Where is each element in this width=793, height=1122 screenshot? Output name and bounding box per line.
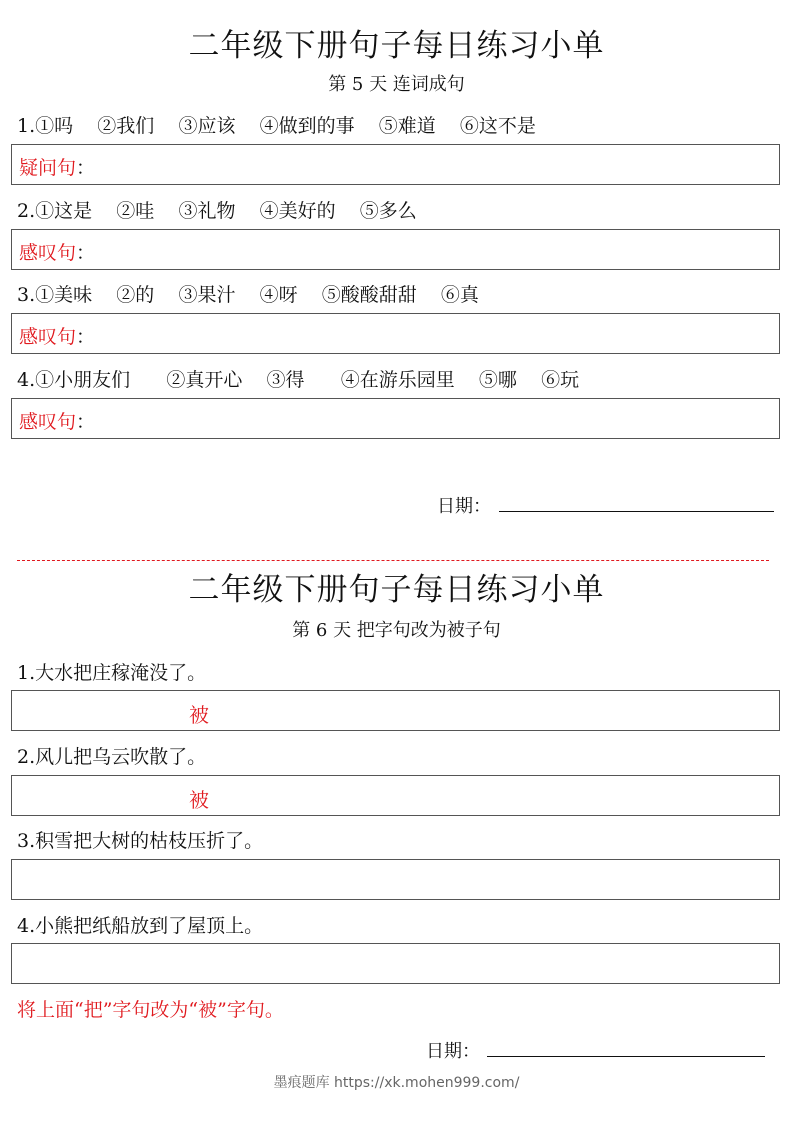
date-line[interactable]	[487, 1056, 765, 1057]
section1-subtitle: 第 5 天 连词成句	[328, 74, 465, 95]
instruction-note: 将上面“把”字句改为“被”字句。	[17, 999, 284, 1021]
section1-title: 二年级下册句子每日练习小单	[188, 28, 605, 64]
date-label: 日期：	[437, 496, 491, 517]
answer-label: 感叹句：	[19, 411, 96, 433]
answer-box-4[interactable]	[11, 398, 780, 439]
answer-label: 疑问句：	[19, 157, 96, 179]
question-4: 4.①小朋友们 ②真开心 ③得 ④在游乐园里 ⑤哪 ⑥玩	[17, 369, 580, 391]
hint-bei: 被	[189, 788, 209, 812]
question-1: 1.①吗 ②我们 ③应该 ④做到的事 ⑤难道 ⑥这不是	[17, 115, 536, 137]
answer-box-7[interactable]	[11, 859, 780, 900]
cut-line	[17, 560, 769, 561]
section2-subtitle: 第 6 天 把字句改为被子句	[292, 620, 501, 641]
question-3: 3.①美味 ②的 ③果汁 ④呀 ⑤酸酸甜甜 ⑥真	[17, 284, 479, 306]
question-7: 3.积雪把大树的枯枝压折了。	[17, 830, 264, 852]
answer-box-3[interactable]	[11, 313, 780, 354]
section2-title: 二年级下册句子每日练习小单	[188, 572, 605, 608]
question-5: 1.大水把庄稼淹没了。	[17, 662, 207, 684]
date-line[interactable]	[499, 511, 774, 512]
answer-label: 感叹句：	[19, 326, 96, 348]
question-8: 4.小熊把纸船放到了屋顶上。	[17, 915, 264, 937]
answer-box-1[interactable]	[11, 144, 780, 185]
hint-bei: 被	[189, 703, 209, 727]
question-6: 2.风儿把乌云吹散了。	[17, 746, 207, 768]
answer-box-6[interactable]	[11, 775, 780, 816]
answer-label: 感叹句：	[19, 242, 96, 264]
question-2: 2.①这是 ②哇 ③礼物 ④美好的 ⑤多么	[17, 200, 417, 222]
date-label: 日期：	[426, 1041, 480, 1062]
answer-box-2[interactable]	[11, 229, 780, 270]
answer-box-8[interactable]	[11, 943, 780, 984]
footer-watermark: 墨痕题库 https://xk.mohen999.com/	[273, 1075, 520, 1091]
answer-box-5[interactable]	[11, 690, 780, 731]
